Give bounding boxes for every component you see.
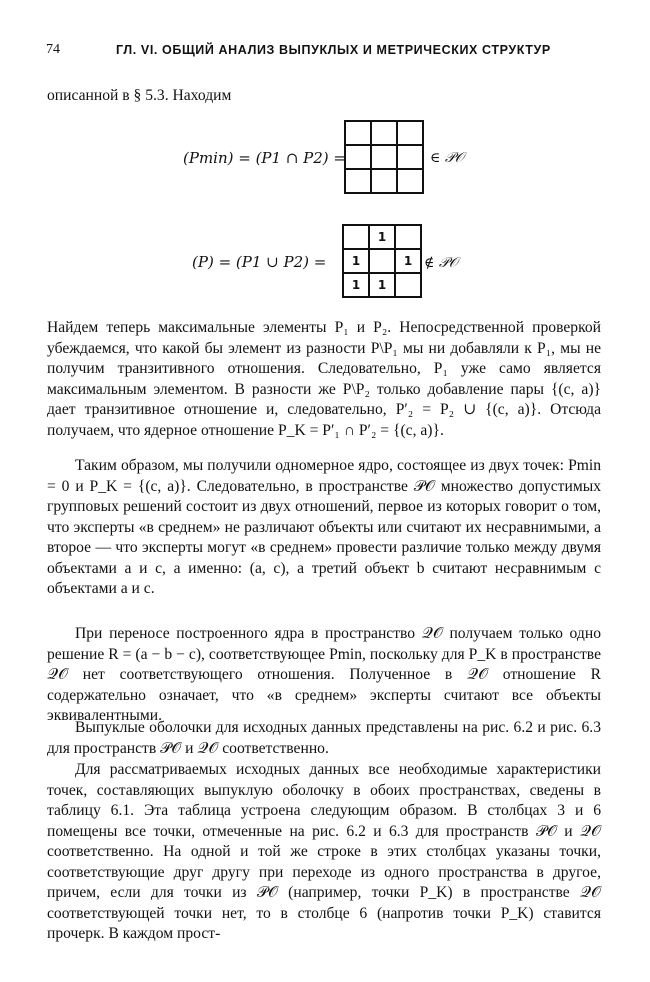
matrix-p	[342, 224, 422, 298]
matrix-cell	[343, 225, 369, 249]
page-header	[46, 42, 606, 62]
matrix-cell	[369, 249, 395, 273]
paragraph-3: При переносе построенного ядра в пространство 𝒬𝒪 получаем только одно решение R = (a − b − c), соответствующее Pmin, поскольку для P_K в пространстве 𝒬𝒪 нет соответствующего отношения. Полученное в 𝒬𝒪 отношение R содержательно означает, что «в среднем» эксперты считают все объекты эквивалентными.	[47, 625, 601, 724]
page-number: 74	[46, 42, 60, 57]
intro-line: описанной в § 5.3. Находим	[47, 87, 232, 104]
paragraph-1: Найдем теперь максимальные элементы P₁ и P₂. Непосредственной проверкой убеждаемся, что какой бы элемент из разности P\P₁ мы ни добавляли к P₁, мы не получим транзитивного отношения. Следовательно, P₁ уже само является максимальным элементом. В разности же P\P₂ только добавление пары {(c, a)} дает транзитивное отношение и, следовательно, P′₂ = P₂ ∪ {(c, a)}. Отсюда получаем, что ядерное отношение P_K = P′₁ ∩ P′₂ = {(c, a)}.	[47, 319, 601, 439]
paragraph-4: Выпуклые оболочки для исходных данных представлены на рис. 6.2 и рис. 6.3 для пространств 𝒫𝒪 и 𝒬𝒪 соответственно.	[47, 719, 601, 757]
matrix-row	[345, 169, 423, 193]
matrix-cell: 1	[343, 249, 369, 273]
matrix-cell	[371, 169, 397, 193]
matrix-cell: 1	[395, 249, 421, 273]
matrix-row	[345, 121, 423, 145]
formula-pmin: (Pmin) = (P1 ∩ P2) =	[183, 149, 347, 167]
matrix-pmin	[344, 120, 424, 194]
running-head: ГЛ. VI. ОБЩИЙ АНАЛИЗ ВЫПУКЛЫХ И МЕТРИЧЕСКИХ СТРУКТУР	[116, 43, 551, 57]
relation-in-po: ∈ 𝒫𝒪	[430, 150, 464, 166]
matrix-row	[343, 273, 421, 297]
matrix-cell	[345, 121, 371, 145]
matrix-cell	[371, 121, 397, 145]
paragraph-2: Таким образом, мы получили одномерное ядро, состоящее из двух точек: Pmin = 0 и P_K = {(c, a)}. Следовательно, в пространстве 𝒫𝒪 множество допустимых групповых решений состоит из двух отношений, первое из которых говорит о том, что эксперты «в среднем» не различают объекты или считают их несравнимыми, а второе — что эксперты могут «в среднем» провести различие только между двумя объектами a и c, а именно: (a, c), а третий объект b считают несравнимым с объектами a и c.	[47, 457, 601, 597]
relation-not-in-po: ∉ 𝒫𝒪	[424, 255, 458, 271]
matrix-row	[345, 145, 423, 169]
matrix-cell	[397, 121, 423, 145]
matrix-cell: 1	[369, 225, 395, 249]
formula-p: (P) = (P1 ∪ P2) =	[192, 253, 327, 271]
matrix-cell: 1	[369, 273, 395, 297]
matrix-cell: 1	[343, 273, 369, 297]
matrix-row	[343, 249, 421, 273]
matrix-row	[343, 225, 421, 249]
matrix-cell	[371, 145, 397, 169]
matrix-cell	[395, 225, 421, 249]
matrix-cell	[345, 169, 371, 193]
matrix-cell	[395, 273, 421, 297]
matrix-cell	[345, 145, 371, 169]
paragraph-5: Для рассматриваемых исходных данных все необходимые характеристики точек, составляющих выпуклую оболочку в обоих пространствах, сведены в таблицу 6.1. Эта таблица устроена следующим образом. В столбцах 3 и 6 помещены все точки, отмеченные на рис. 6.2 и 6.3 для пространств 𝒫𝒪 и 𝒬𝒪 соответственно. На одной и той же строке в этих столбцах указаны точки, соответствующие друг другу при переходе из одного пространства в другое, причем, если для точки из 𝒫𝒪 (например, точки P_K) в пространстве 𝒬𝒪 соответствующей точки нет, то в столбце 6 (напротив точки P_K) ставится прочерк. В каждом прост-	[47, 761, 601, 942]
matrix-cell	[397, 145, 423, 169]
matrix-cell	[397, 169, 423, 193]
